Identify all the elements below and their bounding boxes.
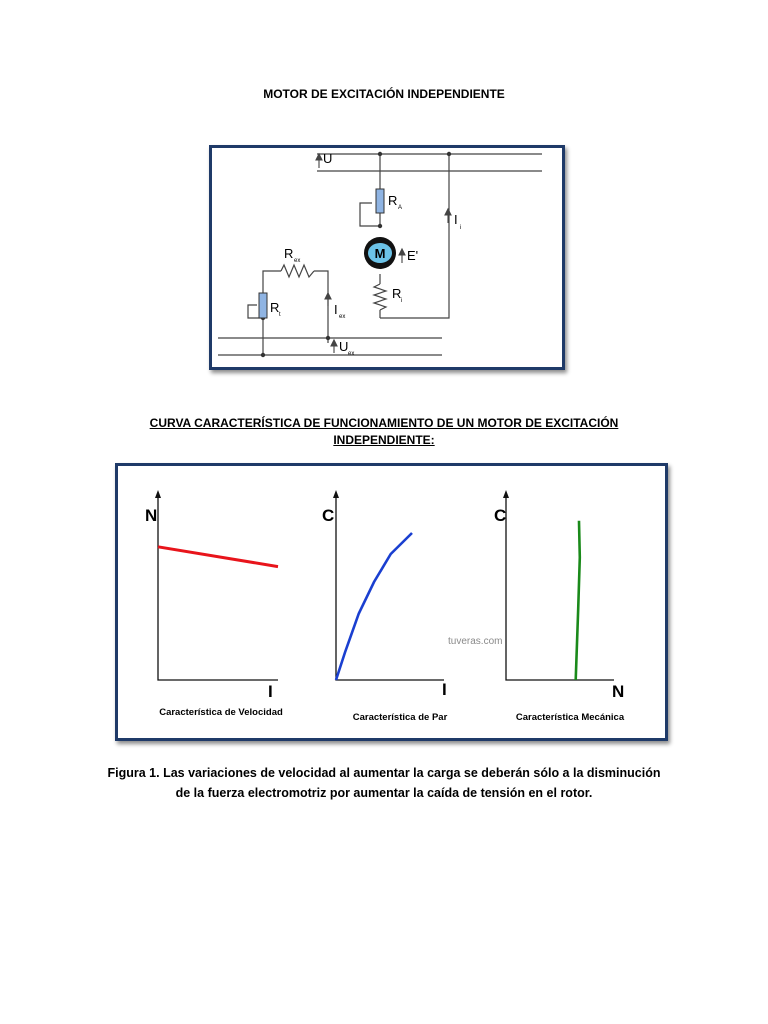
- torque-y-label: C: [322, 506, 335, 525]
- circuit-diagram: [212, 148, 568, 373]
- excitation-current-label: I: [334, 302, 338, 317]
- velocity-chart-title: Característica de Velocidad: [159, 707, 283, 718]
- supply-label: U: [323, 151, 333, 166]
- torque-curve: [336, 533, 412, 680]
- velocity-curve: [158, 547, 278, 567]
- velocity-y-arrow: [155, 490, 161, 498]
- excitation-supply-label: U: [339, 339, 349, 354]
- watermark: tuveras.com: [448, 636, 503, 647]
- velocity-x-label: I: [268, 682, 273, 701]
- field-wire-top: [263, 271, 281, 293]
- mechanical-chart-title: Característica Mecánica: [515, 712, 625, 723]
- excitation-wire-right: [314, 271, 328, 343]
- internal-resistor: [374, 284, 386, 310]
- caption-line-1: Figura 1. Las variaciones de velocidad al aumentar la carga se deberán sólo a la disminución: [107, 766, 661, 780]
- excitation-resistor: [281, 265, 314, 277]
- mechanical-curve: [576, 521, 580, 680]
- armature-rheostat: [376, 189, 384, 213]
- field-rheostat: [259, 293, 267, 318]
- internal-resistor-sub: i: [401, 298, 403, 304]
- caption-line-2: de la fuerza electromotriz por aumentar la caída de tensión en el rotor.: [175, 786, 593, 800]
- torque-axes: [336, 493, 444, 680]
- armature-resistor-sub: A: [398, 205, 403, 211]
- characteristic-curves: [118, 466, 671, 744]
- field-rheostat-sub: t: [279, 312, 281, 318]
- excitation-resistor-label: R: [284, 246, 294, 261]
- armature-return-wire: [380, 154, 449, 318]
- document-title: MOTOR DE EXCITACIÓN INDEPENDIENTE: [263, 87, 505, 101]
- emf-label: E': [407, 248, 419, 263]
- excitation-current-sub: ex: [339, 314, 346, 320]
- mechanical-y-label: C: [494, 506, 507, 525]
- armature-current-sub: i: [460, 225, 462, 231]
- mechanical-axes: [506, 493, 614, 680]
- velocity-y-label: N: [145, 506, 158, 525]
- torque-chart-title: Característica de Par: [352, 712, 448, 723]
- torque-y-arrow: [333, 490, 339, 498]
- torque-x-label: I: [442, 680, 447, 699]
- excitation-resistor-sub: ex: [294, 258, 301, 264]
- internal-resistor-label: R: [392, 286, 402, 301]
- velocity-axes: [158, 493, 278, 680]
- excitation-supply-sub: ex: [348, 351, 355, 357]
- motor-label: M: [374, 246, 386, 261]
- mechanical-y-arrow: [503, 490, 509, 498]
- field-rheostat-label: R: [270, 300, 280, 315]
- circuit-diagram-panel: [209, 145, 565, 370]
- characteristic-curves-panel: [115, 463, 668, 741]
- armature-current-label: I: [454, 212, 458, 227]
- armature-resistor-label: R: [388, 193, 398, 208]
- curves-heading: CURVA CARACTERÍSTICA DE FUNCIONAMIENTO DE UN MOTOR DE EXCITACIÓN INDEPENDIENTE:: [149, 416, 619, 447]
- mechanical-x-label: N: [612, 682, 625, 701]
- figure-caption: [100, 763, 668, 803]
